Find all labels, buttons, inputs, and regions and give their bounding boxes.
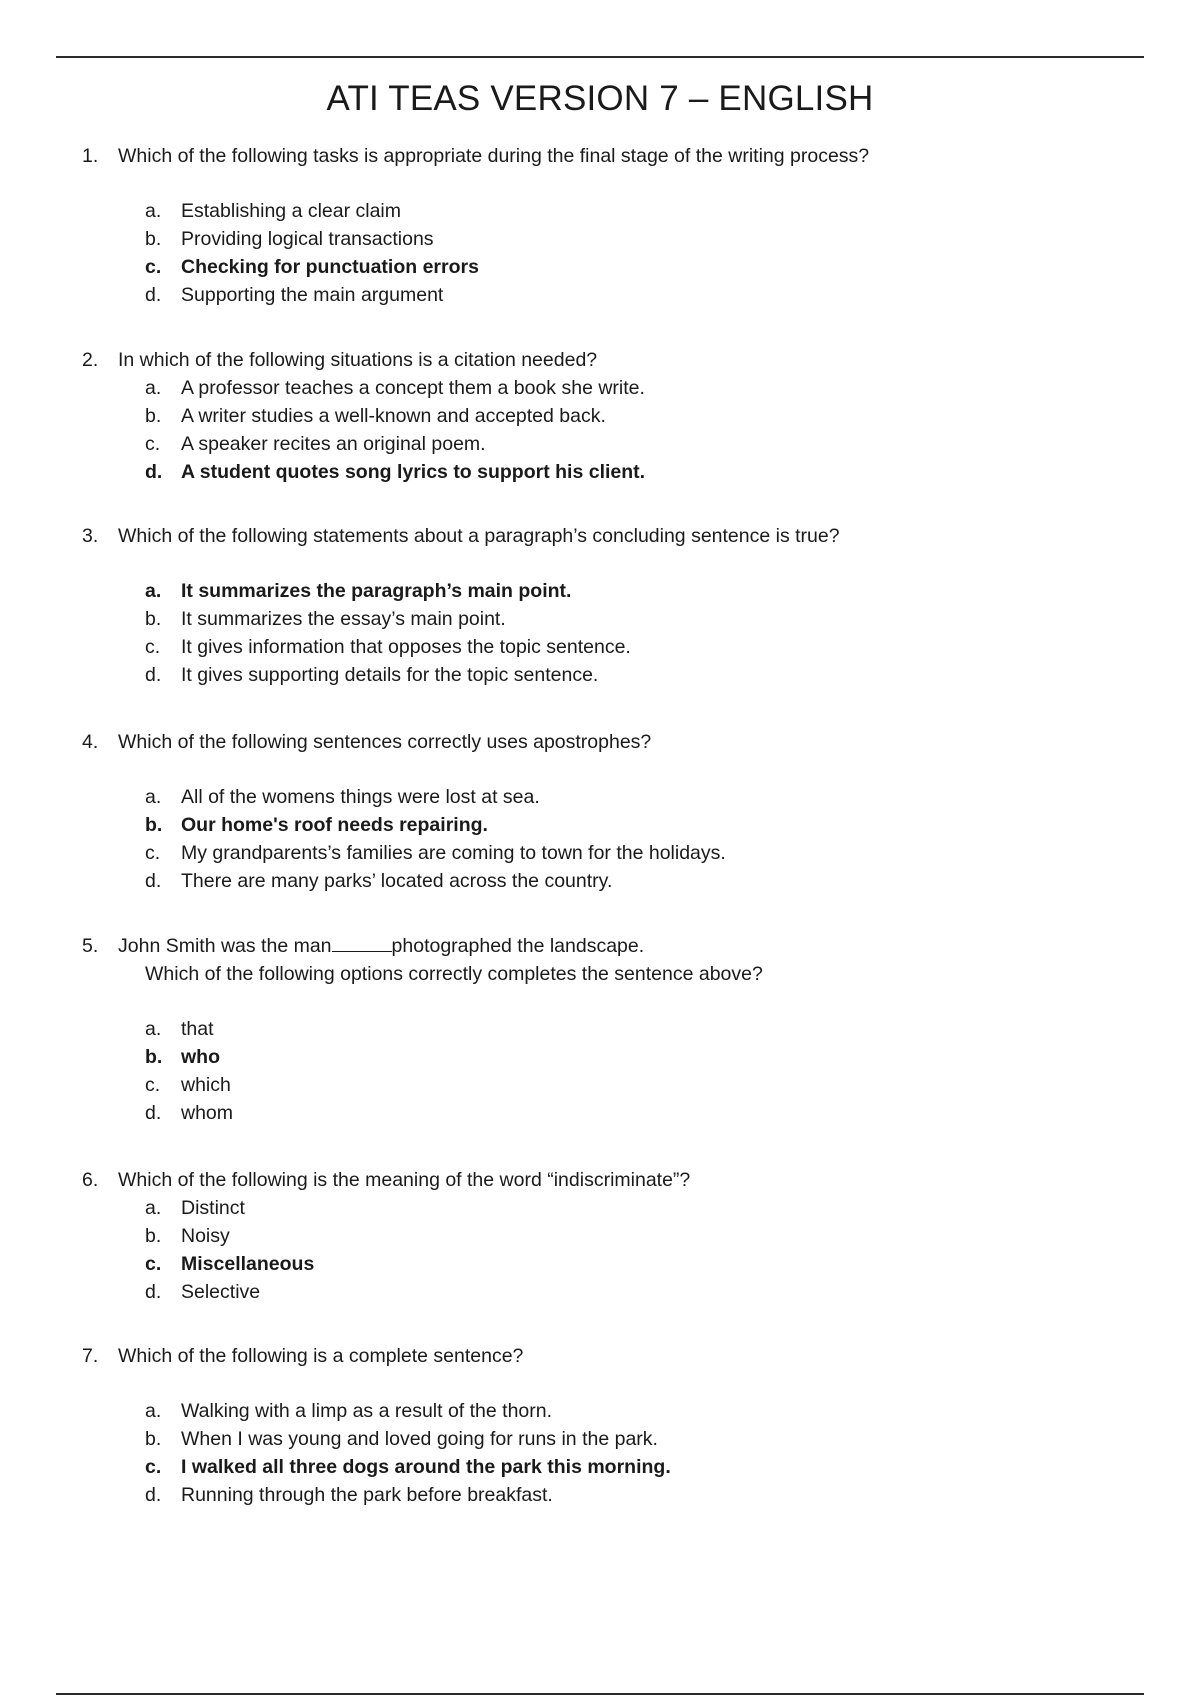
question-text: Which of the following tasks is appropriate during the final stage of the writing process?	[118, 145, 870, 167]
question-number: 2.	[82, 349, 99, 371]
option-letter: d.	[145, 870, 162, 892]
option-2a	[82, 374, 1142, 402]
option-letter: d.	[145, 1281, 162, 1303]
question-1	[82, 142, 1142, 309]
option-text: that	[181, 1018, 214, 1040]
option-text: Selective	[181, 1281, 261, 1303]
option-6d	[82, 1278, 1142, 1306]
option-text: Establishing a clear claim	[181, 200, 402, 222]
page-title: ATI TEAS VERSION 7 – ENGLISH	[326, 79, 874, 118]
option-4d	[82, 867, 1142, 895]
option-4c	[82, 839, 1142, 867]
option-letter: b.	[145, 405, 162, 427]
option-letter: d.	[145, 1484, 162, 1506]
option-letter: b.	[145, 1225, 162, 1247]
question-text: In which of the following situations is a citation needed?	[118, 349, 598, 371]
option-2d-correct	[82, 458, 1142, 486]
question-number: 3.	[82, 525, 99, 547]
option-text: Our home's roof needs repairing.	[181, 814, 488, 836]
option-text: I walked all three dogs around the park this morning.	[181, 1456, 671, 1478]
question-text	[118, 932, 644, 960]
question-number: 1.	[82, 145, 99, 167]
option-letter: c.	[145, 1074, 161, 1096]
option-letter: d.	[145, 664, 162, 686]
option-text: Walking with a limp as a result of the thorn.	[181, 1400, 553, 1422]
option-letter: b.	[145, 1428, 162, 1450]
question-text: Which of the following is a complete sentence?	[118, 1345, 524, 1367]
option-4a	[82, 783, 1142, 811]
option-2b	[82, 402, 1142, 430]
option-list	[82, 1194, 1142, 1306]
question-number: 7.	[82, 1345, 99, 1367]
option-list	[82, 197, 1142, 309]
option-2c	[82, 430, 1142, 458]
option-text: Providing logical transactions	[181, 228, 434, 250]
option-text: A professor teaches a concept them a book she write.	[181, 377, 645, 399]
option-text: Running through the park before breakfast.	[181, 1484, 553, 1506]
option-3d	[82, 661, 1142, 689]
question-2	[82, 346, 1142, 486]
option-letter: a.	[145, 377, 162, 399]
option-letter: c.	[145, 433, 161, 455]
option-7a	[82, 1397, 1142, 1425]
option-text: My grandparents’s families are coming to town for the holidays.	[181, 842, 726, 864]
option-letter: b.	[145, 608, 162, 630]
question-4	[82, 728, 1142, 895]
option-list	[82, 577, 1142, 689]
option-3b	[82, 605, 1142, 633]
question-text: Which of the following sentences correctly uses apostrophes?	[118, 731, 652, 753]
option-5d	[82, 1099, 1142, 1127]
option-list	[82, 1015, 1142, 1127]
option-letter: a.	[145, 200, 162, 222]
option-text: It summarizes the paragraph’s main point.	[181, 580, 572, 602]
option-letter: a.	[145, 786, 162, 808]
option-text: Miscellaneous	[181, 1253, 315, 1275]
option-letter: b.	[145, 1046, 163, 1068]
option-letter: c.	[145, 1253, 162, 1275]
option-letter: a.	[145, 580, 162, 602]
question-subtext: Which of the following options correctly completes the sentence above?	[145, 963, 763, 985]
option-text: When I was young and loved going for runs in the park.	[181, 1428, 658, 1450]
option-1b	[82, 225, 1142, 253]
option-list	[82, 1397, 1142, 1509]
option-text: Noisy	[181, 1225, 230, 1247]
option-letter: d.	[145, 1102, 162, 1124]
option-letter: c.	[145, 256, 162, 278]
option-letter: d.	[145, 461, 163, 483]
option-text: A student quotes song lyrics to support his client.	[181, 461, 646, 483]
answer-blank	[332, 933, 392, 952]
question-text-before: John Smith was the man	[118, 935, 332, 957]
bottom-rule	[56, 1693, 1144, 1695]
option-1a	[82, 197, 1142, 225]
option-letter: d.	[145, 284, 162, 306]
option-text: A writer studies a well-known and accepted back.	[181, 405, 606, 427]
option-letter: a.	[145, 1018, 162, 1040]
option-text: Distinct	[181, 1197, 245, 1219]
option-text: All of the womens things were lost at sea.	[181, 786, 540, 808]
option-text: It gives information that opposes the topic sentence.	[181, 636, 631, 658]
option-text: A speaker recites an original poem.	[181, 433, 486, 455]
option-text: It gives supporting details for the topic sentence.	[181, 664, 599, 686]
question-7	[82, 1342, 1142, 1509]
question-text: Which of the following is the meaning of the word “indiscriminate”?	[118, 1169, 691, 1191]
option-text: who	[181, 1046, 220, 1068]
option-3a-correct	[82, 577, 1142, 605]
option-list	[82, 783, 1142, 895]
option-letter: a.	[145, 1400, 162, 1422]
option-6c-correct	[82, 1250, 1142, 1278]
option-5b-correct	[82, 1043, 1142, 1071]
question-number: 5.	[82, 935, 99, 957]
question-number: 6.	[82, 1169, 99, 1191]
option-1c-correct	[82, 253, 1142, 281]
top-rule	[56, 56, 1144, 58]
question-number: 4.	[82, 731, 99, 753]
option-letter: b.	[145, 814, 163, 836]
option-5c	[82, 1071, 1142, 1099]
question-text: Which of the following statements about a paragraph’s concluding sentence is true?	[118, 525, 840, 547]
option-text: which	[181, 1074, 231, 1096]
option-1d	[82, 281, 1142, 309]
question-5	[82, 932, 1142, 1127]
option-letter: c.	[145, 842, 161, 864]
option-6a	[82, 1194, 1142, 1222]
option-7c-correct	[82, 1453, 1142, 1481]
option-text: There are many parks’ located across the country.	[181, 870, 613, 892]
option-letter: a.	[145, 1197, 162, 1219]
option-5a	[82, 1015, 1142, 1043]
option-text: Checking for punctuation errors	[181, 256, 479, 278]
option-text: Supporting the main argument	[181, 284, 444, 306]
option-text: whom	[181, 1102, 234, 1124]
question-text-after: photographed the landscape.	[391, 935, 645, 957]
option-list	[82, 374, 1142, 486]
option-letter: c.	[145, 1456, 162, 1478]
option-7b	[82, 1425, 1142, 1453]
option-letter: b.	[145, 228, 162, 250]
option-3c	[82, 633, 1142, 661]
option-6b	[82, 1222, 1142, 1250]
option-text: It summarizes the essay’s main point.	[181, 608, 506, 630]
option-letter: c.	[145, 636, 161, 658]
option-7d	[82, 1481, 1142, 1509]
question-3	[82, 522, 1142, 689]
option-4b-correct	[82, 811, 1142, 839]
question-6	[82, 1166, 1142, 1306]
